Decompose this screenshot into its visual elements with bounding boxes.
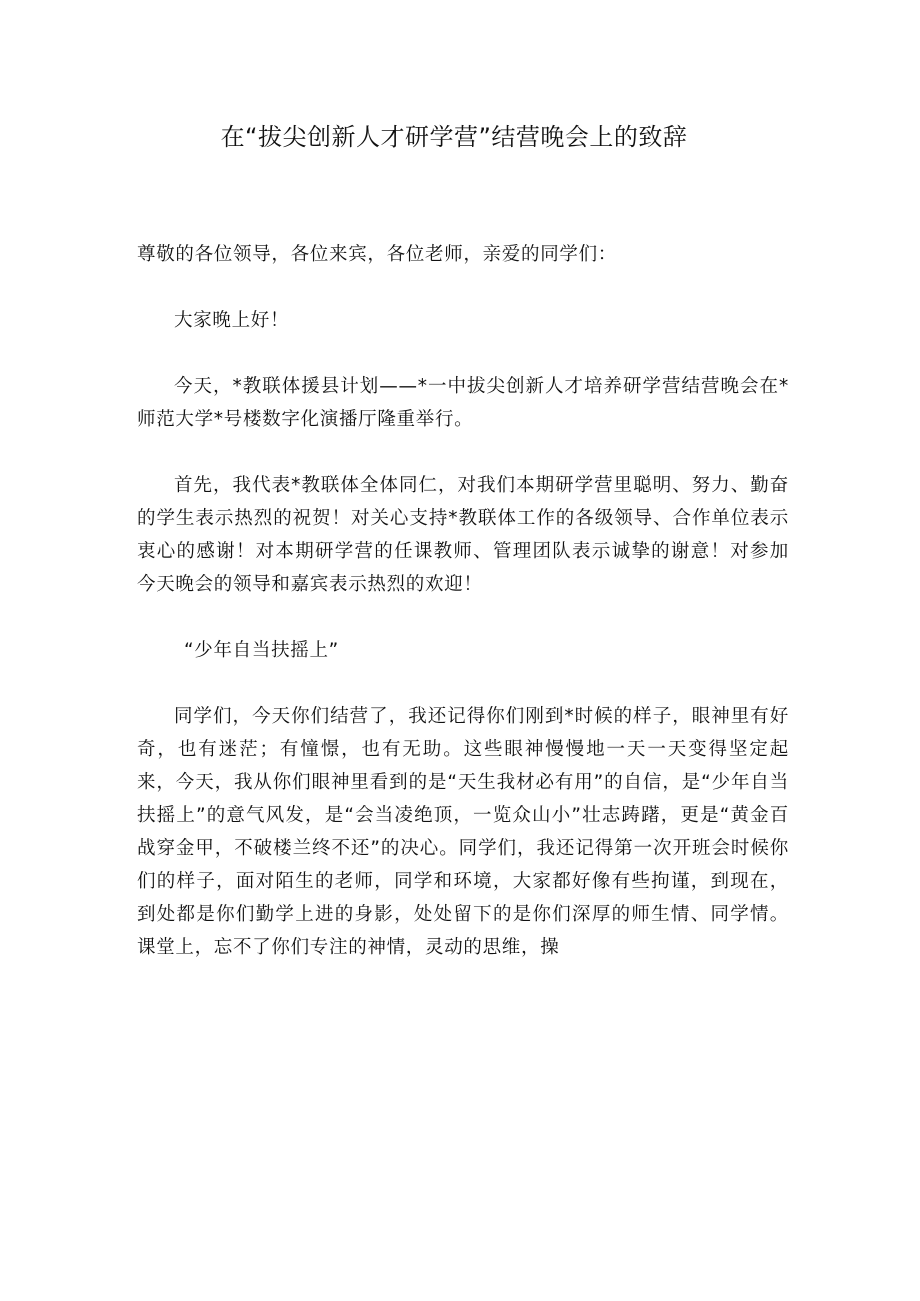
salutation: 尊敬的各位领导，各位来宾，各位老师，亲爱的同学们：: [137, 244, 618, 265]
document-title: 在“拔尖创新人才研学营”结营晚会上的致辞: [220, 123, 688, 151]
paragraph-opening: 今天，*教联体援县计划——*一中拔尖创新人才培养研学营结营晚会在*师范大学*号楼数字化演播厅隆重举行。: [137, 376, 789, 430]
section-heading: “少年自当扶摇上”: [184, 640, 339, 661]
paragraph-thanks: 首先，我代表*教联体全体同仁，对我们本期研学营里聪明、努力、勤奋的学生表示热烈的祝贺！对关心支持*教联体工作的各级领导、合作单位表示衷心的感谢！对本期研学营的任课教师、管理团队表示诚挚的谢意！对参加今天晚会的领导和嘉宾表示热烈的欢迎！: [137, 475, 789, 595]
paragraph-greeting: 大家晚上好！: [174, 310, 290, 331]
document-body: [137, 238, 789, 997]
paragraph-students: 同学们，今天你们结营了，我还记得你们刚到*时候的样子，眼神里有好奇，也有迷茫；有憧憬，也有无助。这些眼神慢慢地一天一天变得坚定起来，今天，我从你们眼神里看到的是“天生我材必有用”的自信，是“少年自当扶摇上”的意气风发，是“会当凌绝顶，一览众山小”壮志踌躇，更是“黄金百战穿金甲，不破楼兰终不还”的决心。同学们，我还记得第一次开班会时候你们的样子，面对陌生的老师，同学和环境，大家都好像有些拘谨，到现在，到处都是你们勤学上进的身影，处处留下的是你们深厚的师生情、同学情。课堂上，忘不了你们专注的神情，灵动的思维，操: [137, 706, 789, 958]
